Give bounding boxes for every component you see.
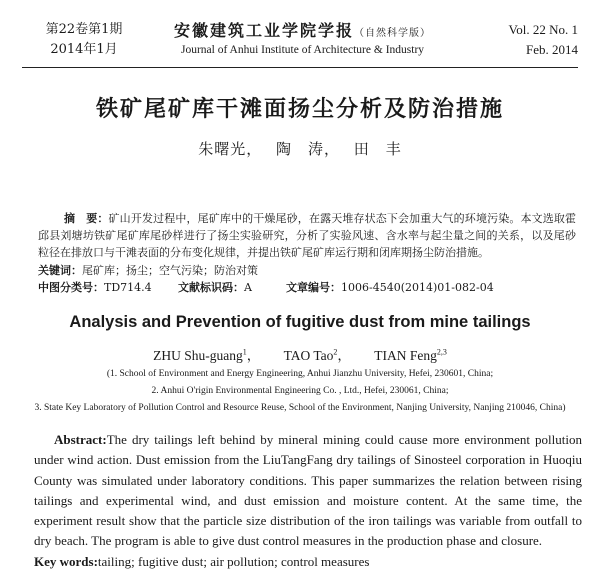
doc-code-value: A — [244, 281, 252, 294]
abstract-cn-label: 摘 要： — [64, 212, 109, 225]
author-en: TAO Tao$^2$， — [283, 347, 351, 363]
journal-title-cn — [160, 18, 445, 41]
journal-title-en: Journal of Anhui Institute of Architecture & Industry — [180, 44, 425, 56]
journal-name-cn: 安徽建筑工业学院学报 — [173, 21, 354, 40]
doc-code-label: 文献标识码： — [178, 281, 244, 294]
journal-name-cn-suffix: （自然科学版） — [354, 28, 431, 39]
keywords-cn-text: 尾矿库；扬尘；空气污染；防治对策 — [82, 264, 258, 277]
header-right — [509, 20, 578, 60]
volume-cn: 第22卷第1期 — [45, 22, 123, 37]
authors-en — [0, 344, 600, 364]
keywords-en-text: tailing; fugitive dust; air pollution; control measures — [97, 554, 370, 569]
abstract-cn — [38, 210, 576, 261]
article-no-value: 1006-4540(2014)01-082-04 — [341, 281, 494, 294]
header-center — [160, 18, 445, 56]
author-cn: 朱曙光， — [198, 140, 263, 158]
date-en: Feb. 2014 — [526, 42, 578, 57]
affiliation: (1. School of Environment and Energy Engineering, Anhui Jianzhu University, Hefei, 230601, China; — [106, 369, 494, 379]
header-left — [34, 20, 134, 60]
authors-cn — [0, 138, 600, 159]
paper-title-en: Analysis and Prevention of fugitive dust from mine tailings — [69, 313, 531, 331]
clc-label: 中图分类号： — [38, 281, 104, 294]
abstract-en-label: Abstract: — [54, 432, 107, 447]
affiliation: 3. State Key Laboratory of Pollution Control and Resource Reuse, School of the Environment, Nanjing University, Nanjing 210046, China) — [34, 403, 566, 413]
abstract-en-text: The dry tailings left behind by mineral mining could cause more environment pollution under wind action. Dust emission from the LiuTangFang dry tailings of Sinosteel corporation in Huoqiu County was simulated under laboratory conditions. This paper summarizes the relation between rising tailings and experimental wind, and dust emission and moisture content. At the same time, the experiment result show that the particle size distribution of the iron tailings was variable from outfall to dry beach. The program is able to give dust control measures in the production phase and closure. — [34, 432, 582, 549]
date-cn: 2014年1月 — [50, 42, 118, 57]
article-no-label: 文章编号： — [286, 281, 341, 294]
keywords-en — [34, 552, 582, 572]
volume-en: Vol. 22 No. 1 — [508, 22, 578, 37]
header-rule — [22, 67, 578, 68]
keywords-cn-label: 关键词： — [38, 264, 82, 277]
abstract-cn-text: 矿山开发过程中，尾矿库中的干燥尾砂，在露天堆存状态下会加重大气的环境污染。本文选取霍邱县刘塘坊铁矿尾矿库尾砂样进行了扬尘实验研究，分析了实验风速、含水率与起尘量之间的关系，以及尾砂粒径在排放口与干滩表面的分布变化规律，并提出铁矿尾矿库运行期和闭库期扬尘防治措施。 — [38, 212, 577, 259]
author-en: ZHU Shu-guang$^1$， — [153, 347, 261, 363]
affiliation: 2. Anhui O'rigin Environmental Engineering Co. , Ltd., Hefei, 230061, China; — [151, 386, 449, 396]
keywords-en-label: Key words: — [34, 554, 98, 569]
journal-header — [0, 0, 600, 68]
keywords-cn — [38, 262, 576, 279]
abstract-en — [34, 430, 582, 552]
author-cn: 陶 涛， — [275, 140, 340, 158]
author-cn: 田 丰 — [353, 140, 402, 158]
paper-title-cn: 铁矿尾矿库干滩面扬尘分析及防治措施 — [95, 96, 504, 122]
author-en: TIAN Feng$^{2,3}$ — [374, 347, 447, 363]
classification-line — [38, 279, 576, 296]
clc-value: TD714.4 — [104, 281, 152, 294]
